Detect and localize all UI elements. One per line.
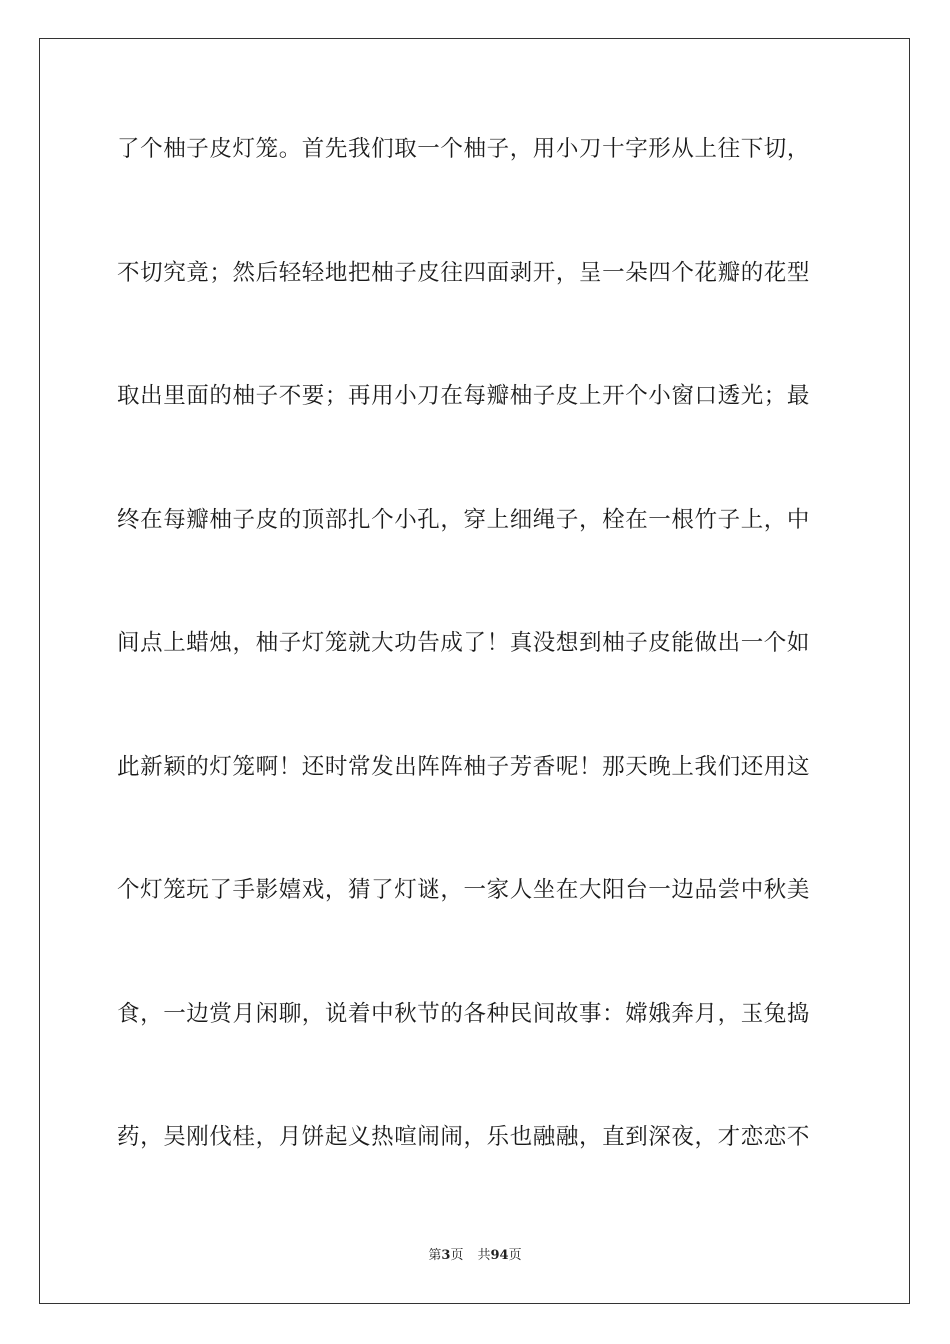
- text-line: 间点上蜡烛，柚子灯笼就大功告成了！真没想到柚子皮能做出一个如: [117, 630, 811, 656]
- text-line: 了个柚子皮灯笼。首先我们取一个柚子，用小刀十字形从上往下切，: [117, 136, 811, 162]
- total-prefix: 共: [477, 1248, 491, 1263]
- page-footer: [0, 1247, 950, 1265]
- text-line: 终在每瓣柚子皮的顶部扎个小孔，穿上细绳子，栓在一根竹子上，中: [117, 506, 811, 533]
- total-pages: 94: [490, 1248, 509, 1263]
- page-number: 3: [441, 1248, 451, 1263]
- body-text: [117, 129, 833, 1241]
- text-line: 药，吴刚伐桂，月饼起义热喧闹闹，乐也融融，直到深夜，才恋恋不: [117, 1124, 811, 1150]
- text-line: 食，一边赏月闲聊，说着中秋节的各种民间故事：嫦娥奔月，玉兔捣: [117, 1000, 811, 1027]
- total-suffix: 页: [508, 1248, 522, 1263]
- text-line: 取出里面的柚子不要；再用小刀在每瓣柚子皮上开个小窗口透光；最: [117, 383, 811, 409]
- text-line: 个灯笼玩了手影嬉戏，猜了灯谜，一家人坐在大阳台一边品尝中秋美: [117, 877, 811, 903]
- page-prefix: 第: [428, 1248, 442, 1263]
- page-suffix: 页: [450, 1248, 464, 1263]
- text-line: 不切究竟；然后轻轻地把柚子皮往四面剥开，呈一朵四个花瓣的花型: [117, 259, 811, 286]
- text-line: 此新颖的灯笼啊！还时常发出阵阵柚子芳香呢！那天晚上我们还用这: [117, 753, 811, 780]
